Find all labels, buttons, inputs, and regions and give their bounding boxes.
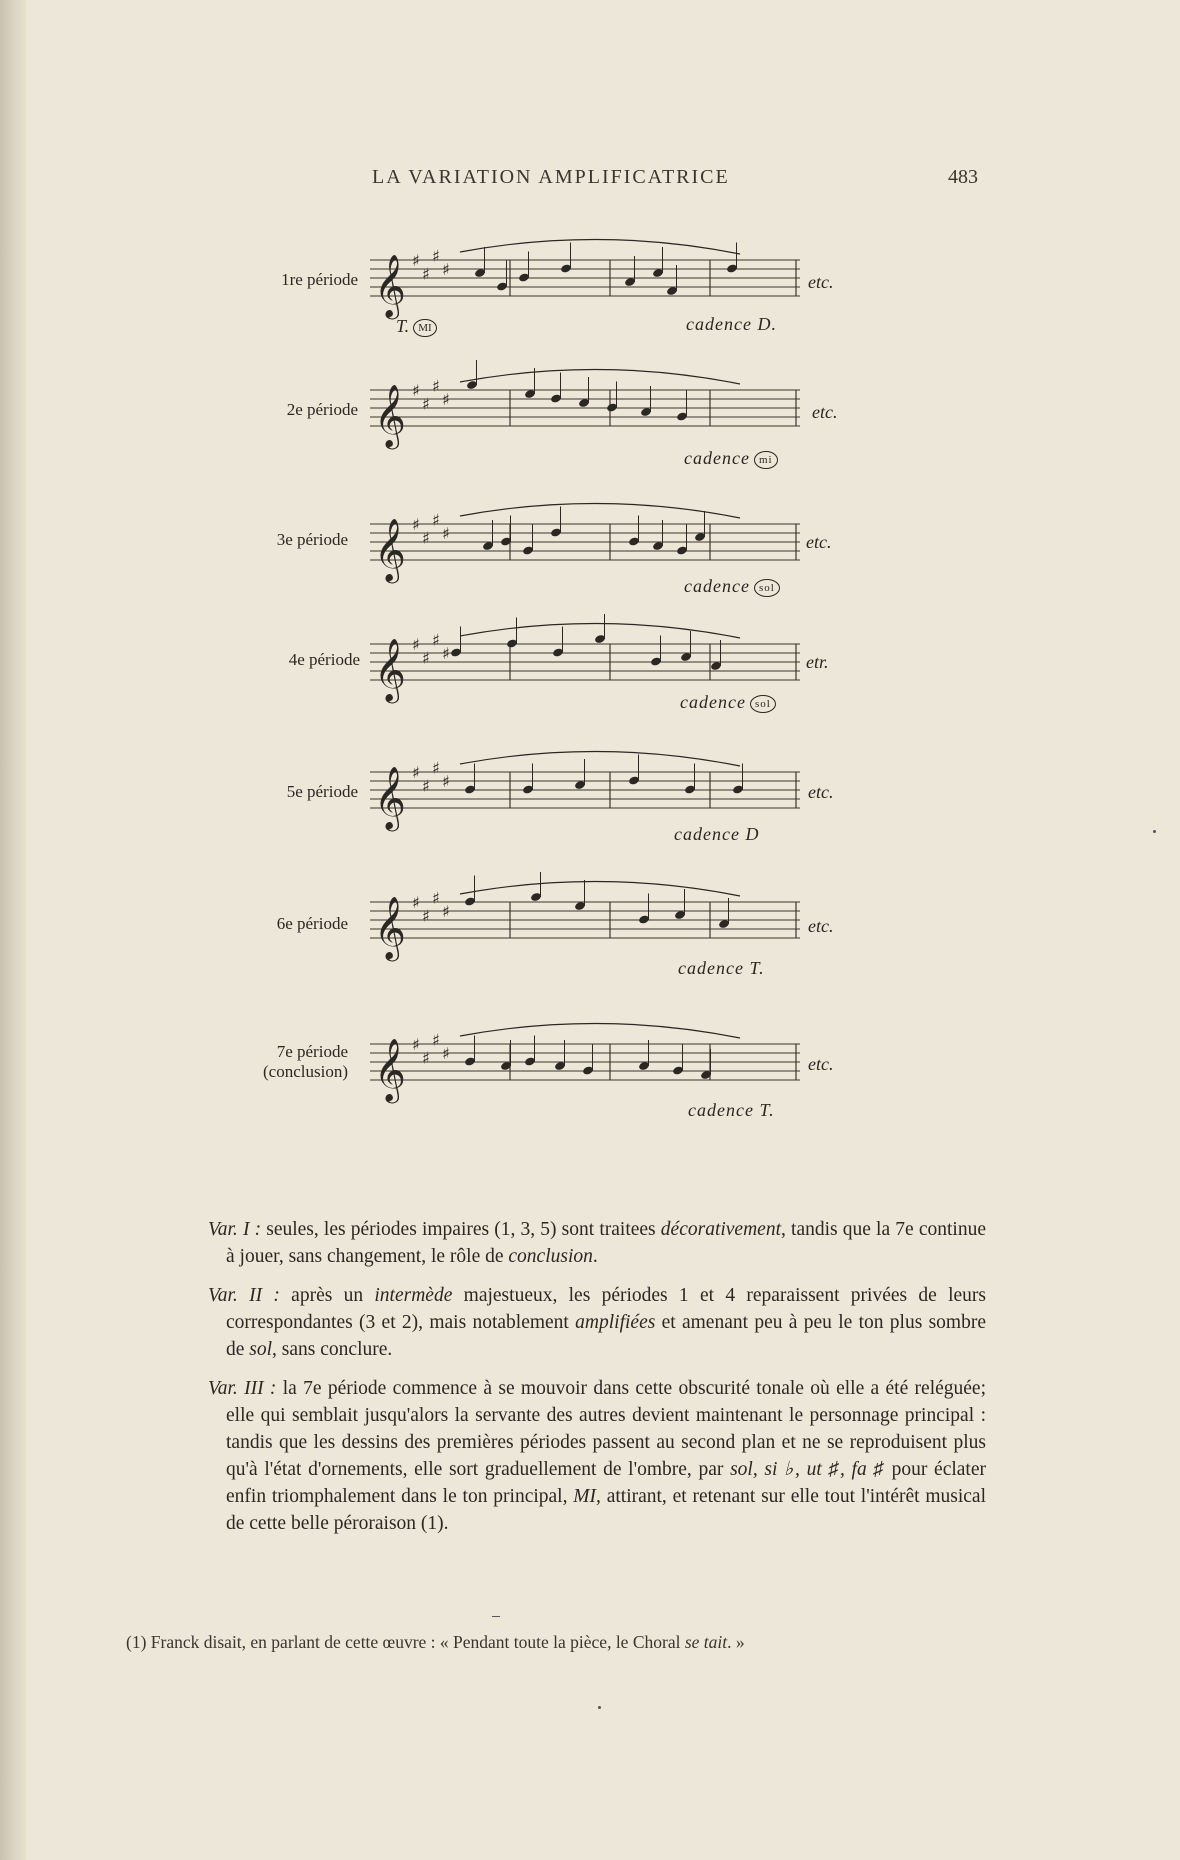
slur — [460, 239, 740, 254]
sharp-icon: ♯ — [442, 260, 450, 279]
emphasis: conclusion — [508, 1246, 593, 1267]
sharp-icon: ♯ — [442, 524, 450, 543]
body-text — [208, 1216, 986, 1549]
tonic-mark — [396, 316, 437, 337]
etc-mark: etr. — [806, 652, 829, 672]
sharp-icon: ♯ — [442, 390, 450, 409]
emphasis: MI, — [573, 1486, 601, 1507]
text-run: . — [592, 1246, 598, 1267]
example-period-3 — [0, 494, 1180, 614]
text-run: pour éclater enfin triomphalement dans le ton principal, — [226, 1459, 986, 1507]
text-run: et amenant peu à peu le ton plus sombre de — [226, 1312, 986, 1360]
sharp-icon: ♯ — [422, 394, 430, 414]
treble-clef-icon: 𝄞 — [374, 1038, 406, 1101]
cadence-label: cadence — [684, 576, 750, 596]
circled-key: mi — [754, 451, 778, 469]
sharp-icon: ♯ — [432, 1030, 440, 1050]
example-period-7 — [0, 1014, 1180, 1134]
example-period-4 — [0, 614, 1180, 734]
circled-key: sol — [754, 579, 780, 597]
sharp-icon: ♯ — [412, 763, 420, 782]
cadence-mark — [684, 576, 780, 597]
sharp-icon: ♯ — [412, 893, 420, 912]
var-label: Var. II : — [208, 1285, 280, 1306]
text-run: seules, les périodes impaires (1, 3, 5) sont traitees — [261, 1219, 661, 1240]
slur — [460, 503, 740, 518]
paper-speck — [598, 1706, 601, 1709]
page-header — [0, 166, 1180, 196]
tonic-label: T. — [396, 316, 410, 336]
example-period-6 — [0, 872, 1180, 992]
text-run: , sans conclure. — [272, 1339, 393, 1360]
cadence-label: cadence — [684, 448, 750, 468]
sharp-icon: ♯ — [432, 758, 440, 778]
text-run: , tandis que la 7e continue à jouer, sans changement, le rôle de — [226, 1219, 986, 1267]
etc-mark: etc. — [808, 916, 834, 936]
text-run: la 7e période commence à se mouvoir dans cette obscurité tonale où elle a été reléguée; elle qui semblait jusqu'alors la servante des autres devient maintenant le personnage principal : tandis que les dessins des premières périodes passent au second plan et ne se reproduisent plus qu'à l'état d'ornements, elle sort graduellement de l'ombre, par — [226, 1378, 987, 1480]
sharp-icon: ♯ — [432, 630, 440, 650]
running-title: LA VARIATION AMPLIFICATRICE — [372, 166, 730, 188]
sharp-icon: ♯ — [422, 1048, 430, 1068]
treble-clef-icon: 𝄞 — [374, 896, 406, 959]
period-label: 1re période — [281, 270, 358, 289]
sharp-icon: ♯ — [442, 644, 450, 663]
period-label: 6e période — [276, 914, 348, 933]
circled-key: MI — [413, 319, 436, 337]
text-run: . » — [727, 1632, 745, 1652]
sharp-icon: ♯ — [442, 902, 450, 921]
sharp-icon: ♯ — [432, 376, 440, 396]
period-label-line1: 7e période — [276, 1042, 348, 1061]
var-label: Var. I : — [208, 1219, 262, 1240]
period-label: 4e période — [288, 650, 360, 669]
etc-mark: etc. — [808, 1054, 834, 1074]
sharp-icon: ♯ — [412, 515, 420, 534]
variation-2-paragraph — [208, 1282, 986, 1363]
emphasis: intermède — [374, 1285, 453, 1306]
sharp-icon: ♯ — [422, 906, 430, 926]
etc-mark: etc. — [808, 272, 834, 292]
emphasis: amplifiées — [575, 1312, 656, 1333]
sharp-icon: ♯ — [422, 264, 430, 284]
period-label: 3e période — [276, 530, 348, 549]
var-label: Var. III : — [208, 1378, 277, 1399]
paper-speck — [1153, 830, 1156, 833]
sharp-icon: ♯ — [422, 528, 430, 548]
cadence-label: cadence — [680, 692, 746, 712]
sharp-icon: ♯ — [432, 510, 440, 530]
slur — [460, 881, 740, 896]
treble-clef-icon: 𝄞 — [374, 254, 406, 317]
cadence-mark: cadence T. — [688, 1100, 775, 1120]
circled-key: sol — [750, 695, 776, 713]
emphasis: se tait — [684, 1632, 728, 1652]
footnote-rule — [492, 1616, 500, 1617]
sharp-icon: ♯ — [412, 635, 420, 654]
text-run: (1) Franck disait, en parlant de cette œuvre : « Pendant toute la pièce, le Choral — [126, 1632, 685, 1652]
sharp-icon: ♯ — [422, 648, 430, 668]
sharp-icon: ♯ — [412, 381, 420, 400]
treble-clef-icon: 𝄞 — [374, 766, 406, 829]
slur — [460, 369, 740, 384]
cadence-mark — [684, 448, 778, 469]
example-period-5 — [0, 742, 1180, 862]
etc-mark: etc. — [806, 532, 832, 552]
text-run: majestueux, les périodes 1 et 4 reparaissent privées de leurs correspondantes (3 et 2), mais notablement — [226, 1285, 986, 1333]
variation-1-paragraph — [208, 1216, 986, 1270]
example-period-2 — [0, 360, 1180, 480]
sharp-icon: ♯ — [432, 246, 440, 266]
example-period-1 — [0, 230, 1180, 350]
page-number: 483 — [948, 166, 978, 188]
etc-mark: etc. — [808, 782, 834, 802]
text-run: après un — [279, 1285, 375, 1306]
emphasis: décorativement — [660, 1219, 781, 1240]
emphasis: sol — [249, 1339, 273, 1360]
etc-mark: etc. — [812, 402, 838, 422]
period-label — [238, 1042, 348, 1082]
treble-clef-icon: 𝄞 — [374, 384, 406, 447]
footnote — [126, 1632, 996, 1653]
emphasis: sol, si ♭, ut ♯, fa ♯ — [730, 1459, 885, 1480]
sharp-icon: ♯ — [422, 776, 430, 796]
text-run: attirant, et retenant sur elle tout l'intérêt musical de cette belle péroraison (1). — [226, 1486, 987, 1534]
treble-clef-icon: 𝄞 — [374, 638, 406, 701]
treble-clef-icon: 𝄞 — [374, 518, 406, 581]
sharp-icon: ♯ — [432, 888, 440, 908]
cadence-mark: cadence T. — [678, 958, 765, 978]
period-label: 2e période — [286, 400, 358, 419]
cadence-mark: cadence D — [674, 824, 760, 844]
period-label-line2: (conclusion) — [263, 1062, 348, 1081]
period-label: 5e période — [286, 782, 358, 801]
variation-3-paragraph — [208, 1375, 986, 1537]
sharp-icon: ♯ — [442, 772, 450, 791]
musical-examples — [0, 230, 1180, 1130]
sharp-icon: ♯ — [412, 1035, 420, 1054]
sharp-icon: ♯ — [412, 251, 420, 270]
cadence-mark — [680, 692, 776, 713]
slur — [460, 1023, 740, 1038]
sharp-icon: ♯ — [442, 1044, 450, 1063]
cadence-mark: cadence D. — [686, 314, 777, 334]
slur — [460, 751, 740, 766]
